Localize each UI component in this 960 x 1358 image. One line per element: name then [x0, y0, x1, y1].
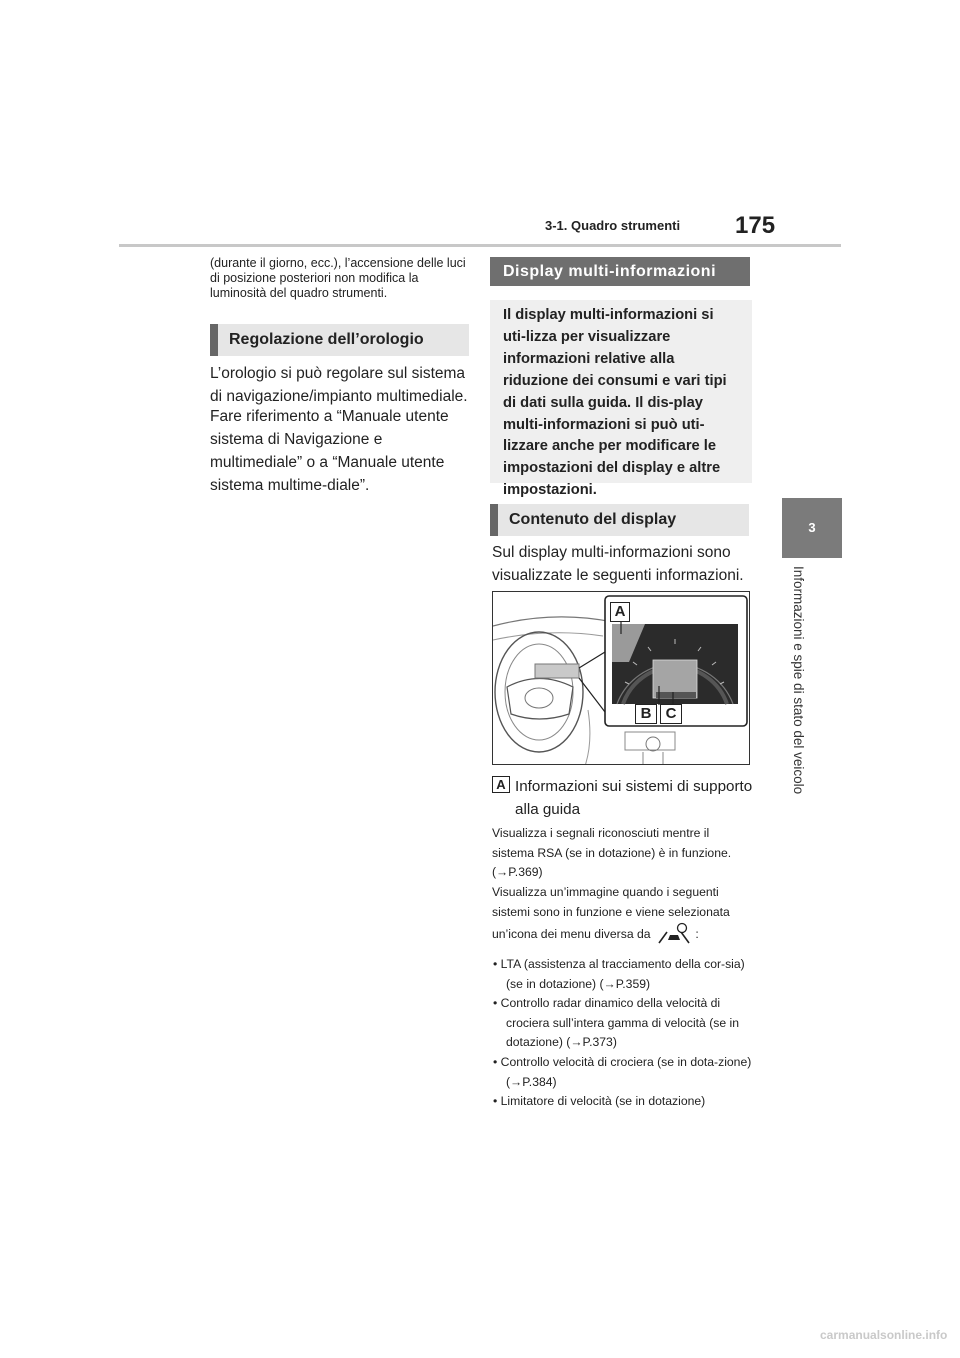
rsa-description: Visualizza i segnali riconosciuti mentre il sistema RSA (se in dotazione) è in funzione. (→P.369) [492, 826, 732, 880]
watermark: carmanualsonline.info [820, 1328, 948, 1342]
carryover-text: (durante il giorno, ecc.), l’accensione delle luci di posizione posteriori non modifica la luminosità del quadro strumenti. [210, 256, 466, 300]
chapter-tab: 3 [782, 498, 842, 558]
image-description [492, 883, 754, 945]
figure-label-c: C [660, 704, 682, 724]
item-a-label: A [492, 776, 510, 793]
clock-heading: Regolazione dell’orologio [210, 324, 469, 356]
figure-label-b: B [635, 704, 657, 724]
intro-box: Il display multi-informazioni si uti-lizza per visualizzare informazioni relative alla riduzione dei consumi e vari tipi di dati sulla guida. Il dis-play multi-informazioni si può uti-lizzare anche per modificare le impostazioni del display e altre impostazioni. [490, 300, 752, 483]
dashboard-illustration [492, 591, 750, 765]
systems-list [492, 955, 754, 1112]
clock-para-1: L’orologio si può regolare sul sistema di navigazione/impianto multimediale. [210, 365, 468, 405]
list-item: • Controllo radar dinamico della velocità di crociera sull’intera gamma di velocità (se in dotazione) (→P.373) [493, 996, 740, 1050]
figure-label-a: A [610, 602, 630, 622]
mid-heading: Display multi-informazioni [490, 257, 750, 286]
list-item: • Limitatore di velocità (se in dotazione) [493, 1094, 706, 1109]
section-title: 3-1. Quadro strumenti [545, 218, 681, 233]
car-lane-icon [656, 922, 692, 944]
list-item: • Controllo velocità di crociera (se in dota-zione) (→P.384) [493, 1054, 752, 1089]
chapter-title: Informazioni e spie di stato del veicolo [791, 566, 806, 795]
display-content-para: Sul display multi-informazioni sono visualizzate le seguenti informazioni. [492, 544, 744, 584]
image-description-text: Visualizza un’immagine quando i seguenti sistemi sono in funzione e viene selezionata un’icona dei menu diversa da [492, 885, 730, 942]
header-divider [119, 244, 841, 247]
list-item: • LTA (assistenza al tracciamento della cor-sia) (se in dotazione) (→P.359) [493, 957, 745, 991]
image-description-colon: : [695, 927, 699, 942]
clock-para-2: Fare riferimento a “Manuale utente sistema di Navigazione e multimediale” o a “Manuale utente sistema multime-diale”. [210, 408, 449, 494]
item-a-title: Informazioni sui sistemi di supporto alla guida [515, 778, 753, 818]
display-content-heading: Contenuto del display [490, 504, 749, 536]
page-number: 175 [735, 212, 776, 239]
